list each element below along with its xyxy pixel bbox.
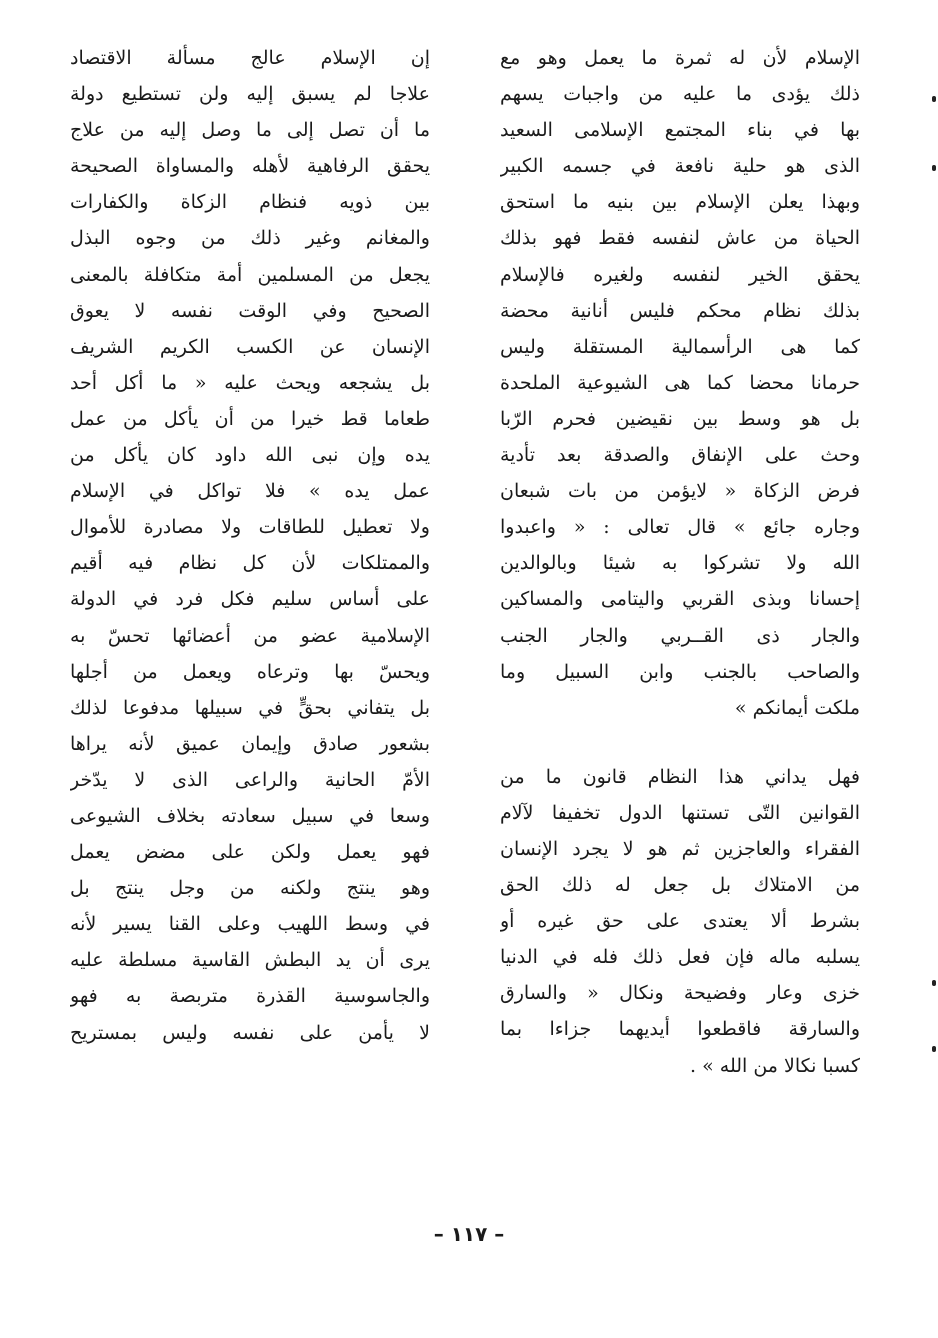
- margin-mark: [932, 980, 936, 986]
- text-line: يسلبه ماله فإن فعل ذلك فله في الدنيا: [500, 946, 860, 969]
- text-line: وبهذا يعلن الإسلام بين بنيه ما استحق: [500, 191, 860, 214]
- text-line: علاجا لم يسبق إليه ولن تستطيع دولة: [70, 83, 430, 106]
- text-line: بل يشجعه ويحث عليه « ما أكل أحد: [70, 371, 430, 394]
- text-line: ذلك يؤدى ما عليه من واجبات يسهم: [500, 83, 860, 106]
- text-line: فهل يداني هذا النظام قانون ما من: [500, 765, 860, 788]
- paragraph-gap: [500, 726, 860, 759]
- text-line: ويحسّ بها وترعاه ويعمل من أجلها: [70, 660, 430, 683]
- text-line: إن الإسلام عالج مسألة الاقتصاد: [70, 47, 430, 69]
- paragraph: [500, 759, 860, 1084]
- text-line: ولا تعطيل للطاقات ولا مصادرة للأموال: [70, 516, 430, 539]
- text-line: خزى وعار وفضيحة ونكال « والسارق: [500, 982, 860, 1005]
- text-line: والصاحب بالجنب وابن السبيل وما: [500, 660, 860, 683]
- text-line: وسعا في سبيل سعادته بخلاف الشيوعى: [70, 804, 430, 827]
- right-column: [500, 40, 860, 1084]
- text-line: يجعل من المسلمين أمة متكافلة بالمعنى: [70, 263, 430, 286]
- text-line: بها في بناء المجتمع الإسلامى السعيد: [500, 119, 860, 142]
- text-line: الذى هو حلية نافعة في جسمه الكبير: [500, 155, 860, 178]
- text-line: وحث على الإنفاق والصدقة بعد تأدية: [500, 444, 860, 467]
- text-line: بل هو وسط بين نقيضين فحرم الرّبا: [500, 407, 860, 430]
- text-line: والجاسوسية القذرة متربصة به فهو: [70, 985, 430, 1008]
- text-line: من الامتلاك بل جعل له ذلك الحق: [500, 874, 860, 897]
- margin-mark: [932, 165, 936, 171]
- text-line: وجاره جائع » قال تعالى : « واعبدوا: [500, 516, 860, 539]
- text-line: فرض الزكاة « لايؤمن من بات شبعان: [500, 480, 860, 503]
- text-line: الفقراء والعاجزين ثم هو لا يجرد الإنسان: [500, 837, 860, 860]
- text-line: القوانين التّى تستنها الدول تخفيفا لآلام: [500, 801, 860, 824]
- text-line: عمل يده » فلا تواكل في الإسلام: [70, 480, 430, 503]
- text-line: بين ذويه فنظام الزكاة والكفارات: [70, 191, 430, 214]
- text-line: الله ولا تشركوا به شيئا وبالوالدين: [500, 552, 860, 575]
- text-line: بل يتفاني بحقٍّ في سبيلها مدفوعا لذلك: [70, 696, 430, 719]
- left-column: [70, 40, 430, 1051]
- text-line: على أساس سليم فكل فرد في الدولة: [70, 588, 430, 611]
- text-line: في وسط اللهيب وعلى القنا يسير لأنه: [70, 913, 430, 936]
- text-line: فهو يعمل ولكن على مضض يعمل: [70, 841, 430, 864]
- text-line: يحقق الرفاهية لأهله والمساواة الصحيحة: [70, 155, 430, 178]
- text-line: كما هى الرأسمالية المستقلة وليس: [500, 335, 860, 358]
- text-line: الأمّ الحانية والراعى الذى لا يدّخر: [70, 768, 430, 791]
- text-line: إحسانا وبذى القربي واليتامى والمساكين: [500, 588, 860, 611]
- text-line: والممتلكات لأن كل نظام فيه أقيم: [70, 552, 430, 575]
- text-line: والسارقة فاقطعوا أيديهما جزاءا بما: [500, 1018, 860, 1041]
- text-line: الصحيح وفي الوقت نفسه لا يعوق: [70, 299, 430, 322]
- paragraph: [70, 40, 430, 1051]
- margin-mark: [932, 1046, 936, 1052]
- text-line: يده وإن نبى الله داود كان يأكل من: [70, 444, 430, 467]
- text-line: الإسلام لأن له ثمرة ما يعمل وهو مع: [500, 47, 860, 69]
- text-line: الحياة من عاش لنفسه فقط فهو بذلك: [500, 227, 860, 250]
- text-line: بشرط ألا يعتدى على حق غيره أو: [500, 910, 860, 933]
- text-line: طعاما قط خيرا من أن يأكل من عمل: [70, 407, 430, 430]
- text-line: الإسلامية عضو من أعضائها تحسّ به: [70, 624, 430, 647]
- text-line: الإنسان عن الكسب الكريم الشريف: [70, 335, 430, 358]
- text-line: وهو ينتج ولكنه من وجل ينتج بل: [70, 877, 430, 900]
- text-line: كسبا نكالا من الله » .: [690, 1054, 860, 1077]
- text-line: بذلك نظام محكم فليس أنانية محضة: [500, 299, 860, 322]
- text-line: والمغانم وغير ذلك من وجوه البذل: [70, 227, 430, 250]
- text-line: لا يأمن على نفسه وليس بمستريح: [70, 1021, 430, 1044]
- margin-mark: [932, 96, 936, 102]
- text-line: بشعور صادق وإيمان عميق لأنه يراها: [70, 732, 430, 755]
- text-line: يحقق الخير لنفسه ولغيره فالإسلام: [500, 263, 860, 286]
- text-line: يرى أن يد البطش القاسية مسلطة عليه: [70, 949, 430, 972]
- text-line: حرمانا محضا كما هى الشيوعية الملحدة: [500, 371, 860, 394]
- paragraph: [500, 40, 860, 726]
- text-line: والجار ذى القــربي والجار الجنب: [500, 624, 860, 647]
- text-line: ملكت أيمانكم »: [734, 696, 860, 719]
- page-number: – ١١٧ –: [433, 1222, 505, 1246]
- text-line: ما أن تصل إلى ما وصل إليه من علاج: [70, 119, 430, 142]
